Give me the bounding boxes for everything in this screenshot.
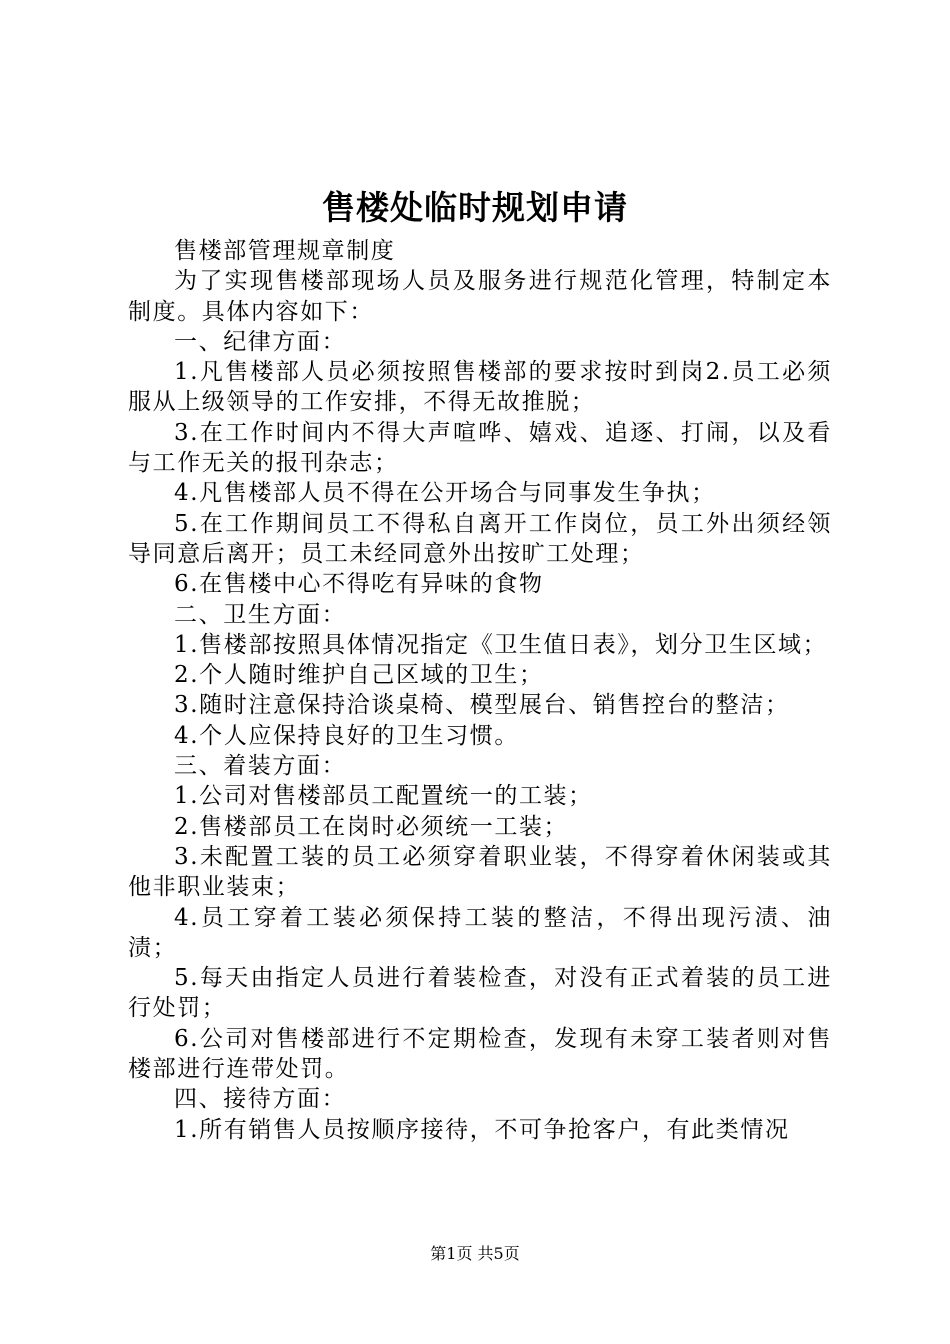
paragraph: 4.员工穿着工装必须保持工装的整洁，不得出现污渍、油渍；: [128, 904, 832, 961]
paragraph: 1.所有销售人员按顺序接待，不可争抢客户，有此类情况: [174, 1116, 790, 1143]
document-title: 售楼处临时规划申请: [322, 188, 628, 227]
document-body: [128, 236, 832, 1145]
paragraph: 1.凡售楼部人员必须按照售楼部的要求按时到岗2.员工必须服从上级领导的工作安排，不得无故推脱；: [128, 359, 832, 416]
section-heading: 二、卫生方面：: [174, 601, 347, 628]
paragraph: 3.在工作时间内不得大声喧哗、嬉戏、追逐、打闹，以及看与工作无关的报刊杂志；: [128, 419, 832, 477]
paragraph: 5.在工作期间员工不得私自离开工作岗位，员工外出须经领导同意后离开；员工未经同意外出按旷工处理；: [128, 510, 832, 567]
paragraph: 为了实现售楼部现场人员及服务进行规范化管理，特制定本制度。具体内容如下：: [128, 268, 832, 325]
paragraph: 3.未配置工装的员工必须穿着职业装，不得穿着休闲装或其他非职业装束；: [128, 843, 832, 901]
paragraph: 6.公司对售楼部进行不定期检查，发现有未穿工装者则对售楼部进行连带处罚。: [128, 1025, 832, 1083]
paragraph: 5.每天由指定人员进行着装检查，对没有正式着装的员工进行处罚；: [128, 965, 832, 1022]
section-heading: 三、着装方面：: [174, 753, 347, 780]
paragraph: 4.个人应保持良好的卫生习惯。: [174, 722, 519, 749]
paragraph: 4.凡售楼部人员不得在公开场合与同事发生争执；: [174, 480, 716, 507]
paragraph: 6.在售楼中心不得吃有异味的食物: [174, 571, 544, 598]
paragraph: 售楼部管理规章制度: [174, 238, 396, 264]
paragraph: 2.售楼部员工在岗时必须统一工装；: [174, 813, 569, 840]
paragraph: 1.公司对售楼部员工配置统一的工装；: [174, 783, 593, 810]
page-footer: 第1页 共5页: [430, 1244, 520, 1263]
paragraph: 3.随时注意保持洽谈桌椅、模型展台、销售控台的整洁；: [174, 692, 790, 719]
section-heading: 一、纪律方面：: [174, 328, 347, 355]
paragraph: 2.个人随时维护自己区域的卫生；: [174, 662, 544, 689]
paragraph: 1.售楼部按照具体情况指定《卫生值日表》，划分卫生区域；: [174, 631, 828, 658]
section-heading: 四、接待方面：: [174, 1086, 347, 1113]
